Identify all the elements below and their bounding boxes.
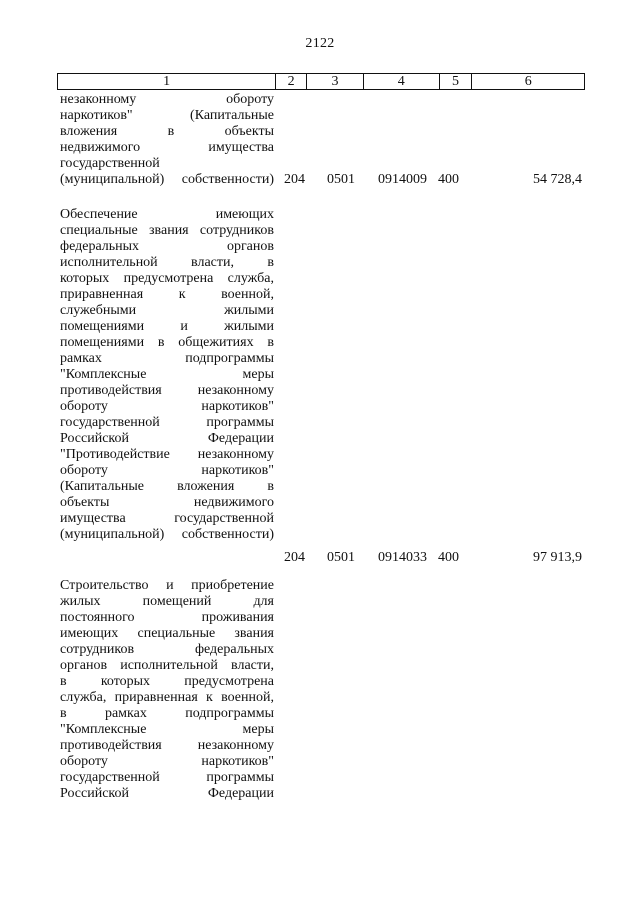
description-line: Обеспечение имеющих — [60, 207, 274, 222]
description-line: которых предусмотрена служба, — [60, 271, 274, 286]
row-description — [60, 207, 274, 543]
column-header-1: 1 — [58, 74, 276, 89]
subsection-code: 0501 — [327, 172, 355, 187]
amount-value: 54 728,4 — [533, 172, 582, 187]
column-header-4: 4 — [364, 74, 440, 89]
description-line: Строительство и приобретение — [60, 578, 274, 593]
row-description — [60, 92, 274, 188]
description-line: обороту наркотиков" — [60, 399, 274, 414]
description-line: государственной программы — [60, 415, 274, 430]
column-header-2: 2 — [276, 74, 307, 89]
description-line: имеющих специальные звания — [60, 626, 274, 641]
description-line: приравненная к военной, — [60, 287, 274, 302]
description-line: объекты недвижимого — [60, 495, 274, 510]
description-line: помещениями и жилыми — [60, 319, 274, 334]
description-line: "Противодействие незаконному — [60, 447, 274, 462]
description-line: вложения в объекты — [60, 124, 274, 139]
description-line: (муниципальной) собственности) — [60, 172, 274, 187]
description-line: сотрудников федеральных — [60, 642, 274, 657]
description-line: помещениями в общежитиях в — [60, 335, 274, 350]
description-line: обороту наркотиков" — [60, 463, 274, 478]
description-line: (Капитальные вложения в — [60, 479, 274, 494]
description-line: "Комплексные меры — [60, 722, 274, 737]
description-line: исполнительной власти, в — [60, 255, 274, 270]
column-header-3: 3 — [307, 74, 364, 89]
description-line: противодействия незаконному — [60, 383, 274, 398]
target-code: 0914009 — [378, 172, 427, 187]
section-code: 204 — [284, 550, 305, 565]
expense-kind-code: 400 — [438, 550, 459, 565]
description-line: рамках подпрограммы — [60, 351, 274, 366]
description-line: наркотиков" (Капитальные — [60, 108, 274, 123]
description-line: в рамках подпрограммы — [60, 706, 274, 721]
expense-kind-code: 400 — [438, 172, 459, 187]
description-line: жилых помещений для — [60, 594, 274, 609]
description-line: федеральных органов — [60, 239, 274, 254]
column-header-6: 6 — [524, 74, 532, 89]
target-code: 0914033 — [378, 550, 427, 565]
description-line: органов исполнительной власти, — [60, 658, 274, 673]
row-description — [60, 578, 274, 802]
column-header-5: 5 — [440, 74, 473, 89]
description-line: противодействия незаконному — [60, 738, 274, 753]
description-line: Российской Федерации — [60, 786, 274, 801]
subsection-code: 0501 — [327, 550, 355, 565]
page-number: 2122 — [305, 36, 335, 51]
table-header-row — [57, 73, 585, 90]
description-line: "Комплексные меры — [60, 367, 274, 382]
description-line: специальные звания сотрудников — [60, 223, 274, 238]
description-line: имущества государственной — [60, 511, 274, 526]
description-line: обороту наркотиков" — [60, 754, 274, 769]
description-line: служба, приравненная к военной, — [60, 690, 274, 705]
description-line: служебными жилыми — [60, 303, 274, 318]
description-line: государственной — [60, 156, 160, 171]
description-line: недвижимого имущества — [60, 140, 274, 155]
description-line: государственной программы — [60, 770, 274, 785]
description-line: в которых предусмотрена — [60, 674, 274, 689]
description-line: (муниципальной) собственности) — [60, 527, 274, 542]
description-line: незаконному обороту — [60, 92, 274, 107]
description-line: Российской Федерации — [60, 431, 274, 446]
section-code: 204 — [284, 172, 305, 187]
description-line: постоянного проживания — [60, 610, 274, 625]
amount-value: 97 913,9 — [533, 550, 582, 565]
